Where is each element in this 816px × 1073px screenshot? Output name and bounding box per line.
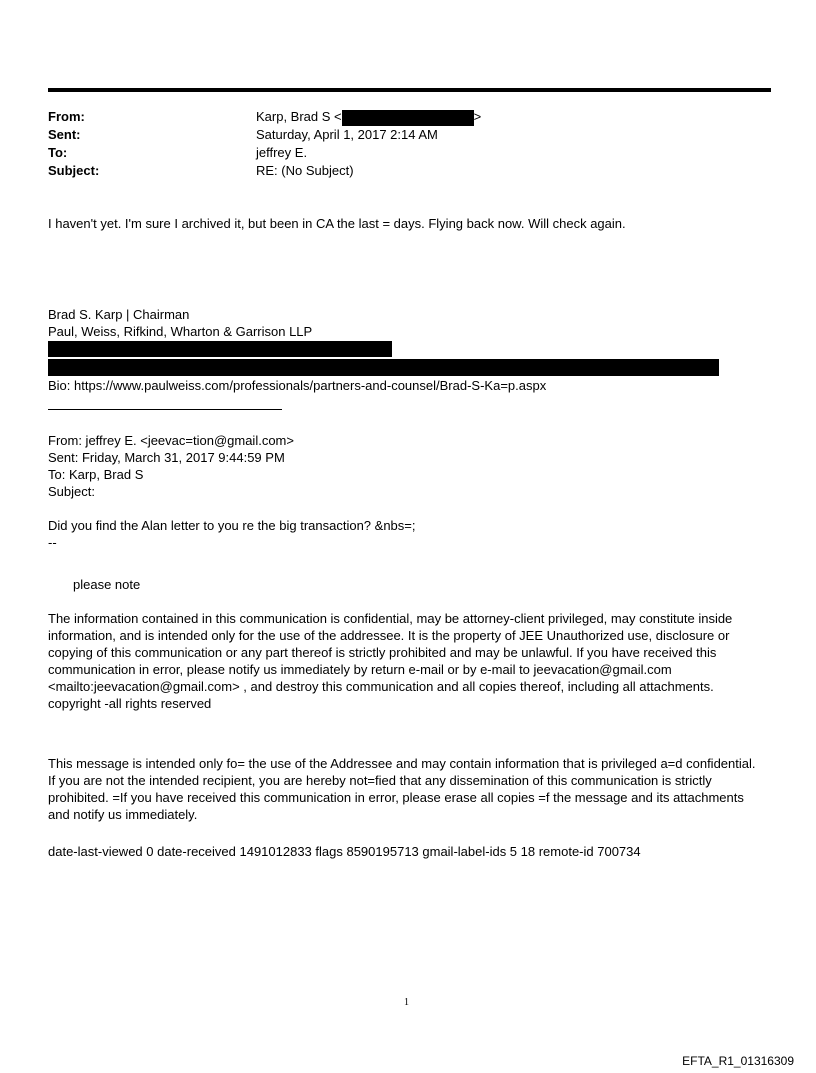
to-label: To: [48,145,68,160]
to-value: jeffrey E. [256,145,308,160]
disclaimer-text: This message is intended only fo= the use of the Addressee and may contain information that is privileged a=d confidential. If you are not the intended recipient, you are hereby not=fied that any dissemination of this communication is strictly prohibited. =If you have received this communication in error, please erase all copies =f the message and its attachments and notify us immediately. [48,756,756,822]
reply-text: I haven't yet. I'm sure I archived it, but been in CA the last = days. Flying back now. Will check again. [48,216,626,231]
redaction-box [342,110,474,126]
confidentiality-text: The information contained in this communication is confidential, may be attorney-client privileged, may constitute inside information, and is intended only for the use of the addressee. It is the property of JEE Unauthorized use, disclosure or copying of this communication or any part thereof is strictly prohibited and may be unlawful. If you have received this communication in error, please notify us immediately by return e-mail or by e-mail to jeevacation@gmail.com <mailto:jeevacation@gmail.com> , and destroy this communication and all copies thereof, including all attachments. copyright -all rights reserved [48,611,733,711]
subject-label: Subject: [48,163,100,178]
quoted-subject: Subject: [48,484,95,499]
disclaimer-notice [48,755,760,823]
page-number: 1 [404,997,409,1008]
please-note: please note [73,577,141,592]
from-value [256,108,481,126]
redaction-bar [48,359,719,376]
quoted-from: From: jeffrey E. <jeevac=tion@gmail.com> [48,433,294,448]
confidentiality-notice [48,610,760,712]
quoted-to: To: Karp, Brad S [48,467,144,482]
subject-value: RE: (No Subject) [256,163,354,178]
redaction-bar [48,341,392,357]
sent-value: Saturday, April 1, 2017 2:14 AM [256,127,438,142]
message-metadata: date-last-viewed 0 date-received 1491012833 flags 8590195713 gmail-label-ids 5 18 remote-id 700734 [48,844,641,859]
signature-divider [48,409,282,410]
sent-label: Sent: [48,127,81,142]
signature-separator: -- [48,535,57,550]
from-label: From: [48,109,85,124]
quoted-message: Did you find the Alan letter to you re the big transaction? &nbs=; [48,518,416,533]
signature-firm: Paul, Weiss, Rifkind, Wharton & Garrison LLP [48,324,313,339]
quoted-sent: Sent: Friday, March 31, 2017 9:44:59 PM [48,450,285,465]
from-value-suffix: > [473,109,482,124]
header-rule [48,88,771,92]
document-id: EFTA_R1_01316309 [682,1054,794,1068]
signature-bio: Bio: https://www.paulweiss.com/professionals/partners-and-counsel/Brad-S-Ka=p.aspx [48,378,547,393]
from-value-prefix: Karp, Brad S < [256,109,342,124]
signature-name-title: Brad S. Karp | Chairman [48,307,190,322]
